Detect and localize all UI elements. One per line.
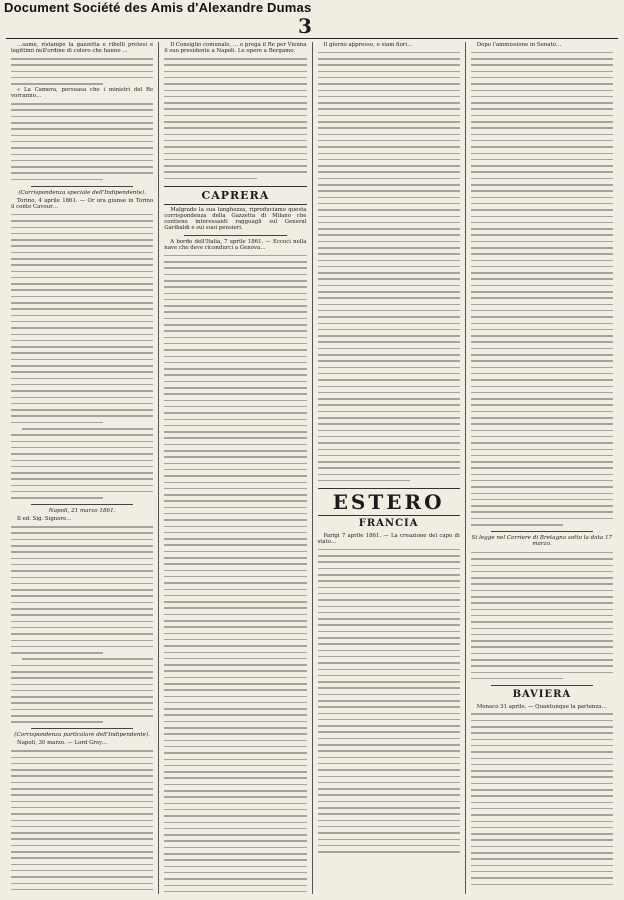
article-text: Napoli, 30 marzo. — Lord Grey… xyxy=(17,740,108,747)
article-text: A bordo dell'Italia, 7 aprile 1861. — Eccoci nella nave che deve ricondurci a Genova… xyxy=(164,238,307,252)
article-text: Parigi 7 aprile 1861. — La creazione del capo di stato… xyxy=(317,532,460,546)
article-text: …same, ristampò la gazzetta e ribelli pretesi e legittimi nell'ordine di coloro che hanno … xyxy=(11,42,154,55)
section-divider xyxy=(491,531,593,532)
article-text: Il giorno appresso, e siam fiori… xyxy=(323,42,413,48)
text-lines xyxy=(318,546,460,855)
article-text: Dopo l'ammissione in Senato… xyxy=(476,42,562,48)
section-divider xyxy=(184,235,286,236)
section-divider xyxy=(31,728,133,729)
text-lines xyxy=(11,211,153,501)
text-lines xyxy=(471,49,613,528)
section-title: Napoli, 21 marzo 1861. xyxy=(48,508,116,515)
column-1 xyxy=(6,42,159,894)
text-lines xyxy=(164,56,306,182)
article-text: Torino, 4 aprile 1861. — Or ora giunse in Torino il conte Cavour… xyxy=(11,197,154,211)
text-lines xyxy=(471,549,613,681)
newspaper-columns xyxy=(6,42,618,894)
section-heading-baviera: BAVIERA xyxy=(512,688,572,700)
text-lines xyxy=(164,252,306,894)
header-rule xyxy=(6,38,618,39)
article-intro: Malgrado la sua lunghezza, riproduciamo questa corrispondenza della Gazzetta di Milano che contiene interessanti ragguagli sul General Garibaldi e sui suoi pensieri. xyxy=(164,206,307,232)
text-lines xyxy=(11,748,153,894)
article-text: Monaco 31 aprile. — Quantunque la partenza… xyxy=(476,703,607,710)
column-2 xyxy=(159,42,312,894)
section-title: (Corrispondenza speciale dell'Indipendente). xyxy=(18,189,146,196)
column-4 xyxy=(466,42,618,894)
section-title: (Corrispondenza particolare dell'Indipendente). xyxy=(14,732,150,739)
section-heading-estero: ESTERO xyxy=(318,488,460,516)
section-divider xyxy=(31,186,133,187)
text-lines xyxy=(11,101,153,183)
text-lines xyxy=(471,711,613,887)
column-3 xyxy=(313,42,466,894)
page-number: 3 xyxy=(298,14,312,38)
section-divider xyxy=(491,685,593,686)
article-text: Il Consiglio comunale, … e prega il Re per Vienna il suo presidente a Napoli. Le opere a Bergamo. xyxy=(164,42,307,55)
text-lines xyxy=(11,524,153,726)
section-divider xyxy=(31,504,133,505)
section-title: Si legge nel Corriere di Bretagna sotto la data 17 marzo. xyxy=(471,534,613,548)
article-text: « La Camera, persuasa che i ministri del Re vorranno… xyxy=(11,87,154,100)
text-lines xyxy=(318,49,460,483)
document-watermark: Document Société des Amis d'Alexandre Dumas xyxy=(4,0,312,15)
text-lines xyxy=(11,56,153,87)
section-heading-caprera: CAPRERA xyxy=(164,186,306,205)
article-text: Il ed. Sig. Signore… xyxy=(17,516,72,523)
section-heading-francia: FRANCIA xyxy=(358,517,419,529)
